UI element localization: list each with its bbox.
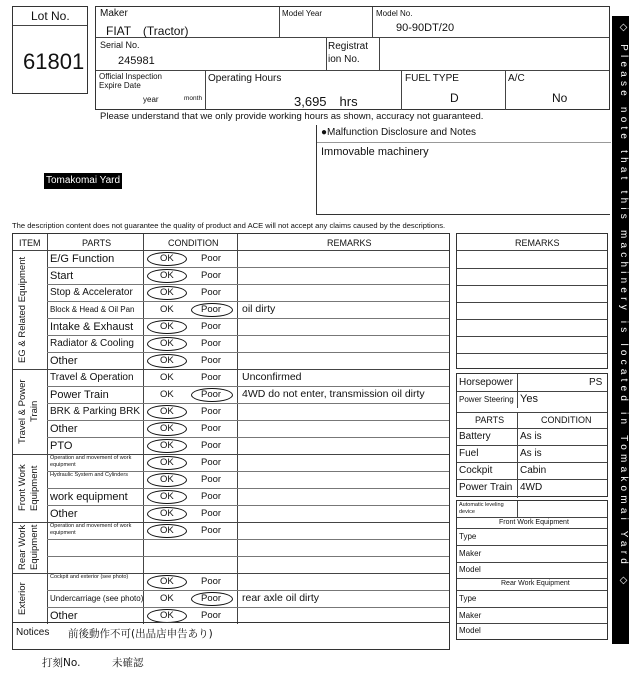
ok-option: OK: [160, 423, 174, 434]
poor-circle: [191, 388, 233, 402]
lot-box: [12, 6, 88, 94]
cond-cockpit-value: Cabin: [520, 465, 547, 476]
lot-label: Lot No.: [31, 9, 70, 23]
serial-value: 245981: [118, 55, 155, 67]
front-model-label: Model: [459, 565, 481, 574]
header-grid: [95, 6, 610, 110]
ok-option: OK: [160, 406, 174, 417]
notices-label: Notices: [16, 627, 50, 638]
poor-option: Poor: [201, 304, 222, 315]
part-label: Other: [50, 355, 78, 367]
registration-label: Registrat ion No.: [328, 41, 369, 65]
ok-option: OK: [160, 287, 174, 298]
ok-circle: [147, 269, 187, 283]
ok-circle: [147, 405, 187, 419]
ok-circle: [147, 507, 187, 521]
cond-powertrain-label: Power Train: [459, 482, 513, 493]
part-label: Radiator & Cooling: [50, 338, 134, 349]
maker-value: FIAT (Tractor): [106, 24, 189, 38]
spec-panel: [456, 373, 608, 497]
poor-option: Poor: [201, 338, 222, 349]
poor-option: Poor: [201, 406, 222, 417]
poor-option: Poor: [201, 610, 222, 621]
header-parts: PARTS: [82, 238, 112, 248]
ok-circle: [147, 456, 187, 470]
remark-text: 4WD do not enter, transmission oil dirty: [242, 388, 425, 400]
part-label: Intake & Exhaust: [50, 321, 134, 333]
disclaimer: The description content does not guarantee the quality of product and ACE will not accept any claims caused by the descriptions.: [12, 221, 446, 230]
auto-level-label: Automatic leveling device: [459, 502, 504, 515]
malfunction-body: Immovable machinery: [321, 146, 429, 158]
hours-label: Operating Hours: [208, 73, 282, 84]
poor-option: Poor: [201, 491, 222, 502]
ok-option: OK: [160, 304, 174, 315]
ok-circle: [147, 473, 187, 487]
cond-battery-value: As is: [520, 431, 542, 442]
power-steering-value: Yes: [520, 393, 538, 405]
stamp-value: 未確認: [112, 657, 144, 669]
part-label: Operation and movement of work equipment: [50, 523, 132, 536]
ac-value: No: [552, 91, 568, 105]
malfunction-title: ●Malfunction Disclosure and Notes: [321, 127, 476, 138]
front-type-label: Type: [459, 532, 477, 541]
ok-circle: [147, 490, 187, 504]
model-no-label: Model No.: [376, 9, 413, 18]
stamp-label: 打刻No.: [42, 657, 81, 669]
group-label: Front Work Equipment: [17, 464, 40, 512]
ac-label: A/C: [508, 73, 525, 84]
ok-option: OK: [160, 355, 174, 366]
right-remarks-header: REMARKS: [515, 238, 560, 248]
horsepower-label: Horsepower: [459, 377, 513, 388]
part-label: work equipment: [50, 491, 128, 503]
header-condition: CONDITION: [168, 238, 219, 248]
ok-option: OK: [160, 338, 174, 349]
part-label: Block & Head & Oil Pan: [50, 305, 135, 314]
part-label: Operation and movement of work equipment: [50, 455, 132, 468]
ok-circle: [147, 575, 187, 589]
poor-option: Poor: [201, 372, 222, 383]
model-no-value: 90-90DT/20: [396, 22, 455, 34]
part-label: Other: [50, 610, 78, 622]
poor-option: Poor: [201, 440, 222, 451]
ok-option: OK: [160, 253, 174, 264]
part-label: Start: [50, 270, 74, 282]
poor-circle: [191, 303, 233, 317]
ok-option: OK: [160, 457, 174, 468]
remark-text: oil dirty: [242, 303, 276, 315]
part-label: Cockpit and exterior (see photo): [50, 574, 129, 580]
ok-option: OK: [160, 474, 174, 485]
serial-label: Serial No.: [100, 40, 140, 50]
part-label: Undercarriage (see photo): [50, 594, 144, 603]
part-label: PTO: [50, 440, 73, 452]
front-maker-label: Maker: [459, 549, 482, 558]
poor-option: Poor: [201, 287, 222, 298]
poor-option: Poor: [201, 474, 222, 485]
poor-option: Poor: [201, 457, 222, 468]
part-label: E/G Function: [50, 253, 115, 265]
ok-circle: [147, 354, 187, 368]
ok-circle: [147, 439, 187, 453]
part-label: Power Train: [50, 389, 109, 401]
remark-text: rear axle oil dirty: [242, 592, 320, 604]
cond-battery-label: Battery: [459, 431, 491, 442]
cond-cockpit-label: Cockpit: [459, 465, 493, 476]
group-label: Rear Work Equipment: [17, 524, 40, 571]
poor-circle: [191, 592, 233, 606]
year-label: year: [143, 95, 159, 104]
ok-option: OK: [160, 576, 174, 587]
ok-option: OK: [160, 321, 174, 332]
front-title: Front Work Equipment: [499, 519, 569, 526]
poor-option: Poor: [201, 525, 222, 536]
cond-powertrain-value: 4WD: [520, 482, 543, 493]
side-banner: [612, 16, 629, 644]
cond-fuel-value: As is: [520, 448, 542, 459]
part-label: BRK & Parking BRK: [50, 406, 141, 417]
rear-maker-label: Maker: [459, 611, 482, 620]
ok-circle: [147, 422, 187, 436]
notices-box: [12, 622, 450, 650]
group-label: Travel & Power Train: [17, 379, 40, 444]
group-label: EG & Related Equipment: [17, 256, 28, 363]
remark-text: Unconfirmed: [242, 371, 302, 383]
rear-type-label: Type: [459, 594, 477, 603]
ok-option: OK: [160, 491, 174, 502]
poor-option: Poor: [201, 508, 222, 519]
ok-circle: [147, 252, 187, 266]
part-label: Other: [50, 508, 78, 520]
ok-option: OK: [160, 270, 174, 281]
ok-circle: [147, 524, 187, 538]
ok-circle: [147, 609, 187, 623]
part-label: Hydraulic System and Cylinders: [50, 472, 128, 478]
ok-option: OK: [160, 610, 174, 621]
power-steering-label: Power Steering: [459, 395, 514, 404]
header-item: ITEM: [19, 238, 41, 248]
month-label: month: [184, 95, 203, 102]
ok-circle: [147, 337, 187, 351]
lot-number: 61801: [23, 49, 85, 74]
ok-option: OK: [160, 525, 174, 536]
equipment-panel: [456, 500, 608, 640]
ok-option: OK: [160, 508, 174, 519]
yard-badge-text: Tomakomai Yard: [45, 175, 121, 186]
condition-header: CONDITION: [541, 415, 592, 425]
hours-notice: Please understand that we only provide working hours as shown, accuracy not guaranteed.: [100, 111, 484, 122]
fuel-value: D: [450, 91, 459, 105]
ok-circle: [147, 286, 187, 300]
horsepower-unit: PS: [589, 377, 603, 388]
hours-value: 3,695 hrs: [294, 94, 358, 109]
side-banner-text: ◇ Please note that this machinery is located in Tomakomai Yard ◇: [618, 22, 629, 591]
group-label: Exterior: [17, 582, 28, 615]
parts-header: PARTS: [475, 415, 505, 425]
ok-circle: [147, 320, 187, 334]
poor-option: Poor: [201, 355, 222, 366]
part-label: Stop & Accelerator: [50, 287, 133, 298]
header-remarks: REMARKS: [327, 238, 372, 248]
model-year-label: Model Year: [282, 9, 323, 18]
poor-option: Poor: [201, 270, 222, 281]
ok-option: OK: [160, 372, 174, 383]
poor-option: Poor: [201, 593, 222, 604]
part-label: Travel & Operation: [50, 372, 134, 383]
poor-option: Poor: [201, 389, 222, 400]
poor-option: Poor: [201, 423, 222, 434]
poor-option: Poor: [201, 253, 222, 264]
poor-option: Poor: [201, 576, 222, 587]
right-remarks: [456, 233, 608, 369]
fuel-label: FUEL TYPE: [405, 73, 459, 84]
maker-label: Maker: [100, 8, 128, 19]
ok-option: OK: [160, 440, 174, 451]
ok-option: OK: [160, 389, 174, 400]
poor-option: Poor: [201, 321, 222, 332]
cond-fuel-label: Fuel: [459, 448, 479, 459]
rear-title: Rear Work Equipment: [501, 580, 570, 587]
inspection-label: Official Inspection Expire Date: [99, 72, 162, 90]
part-label: Other: [50, 423, 78, 435]
notices-value: 前後動作不可(出品店申告あり): [68, 628, 213, 640]
ok-option: OK: [160, 593, 174, 604]
malfunction-box: [316, 125, 610, 215]
rear-model-label: Model: [459, 626, 481, 635]
condition-table: [12, 233, 450, 623]
yard-badge: [44, 173, 122, 189]
